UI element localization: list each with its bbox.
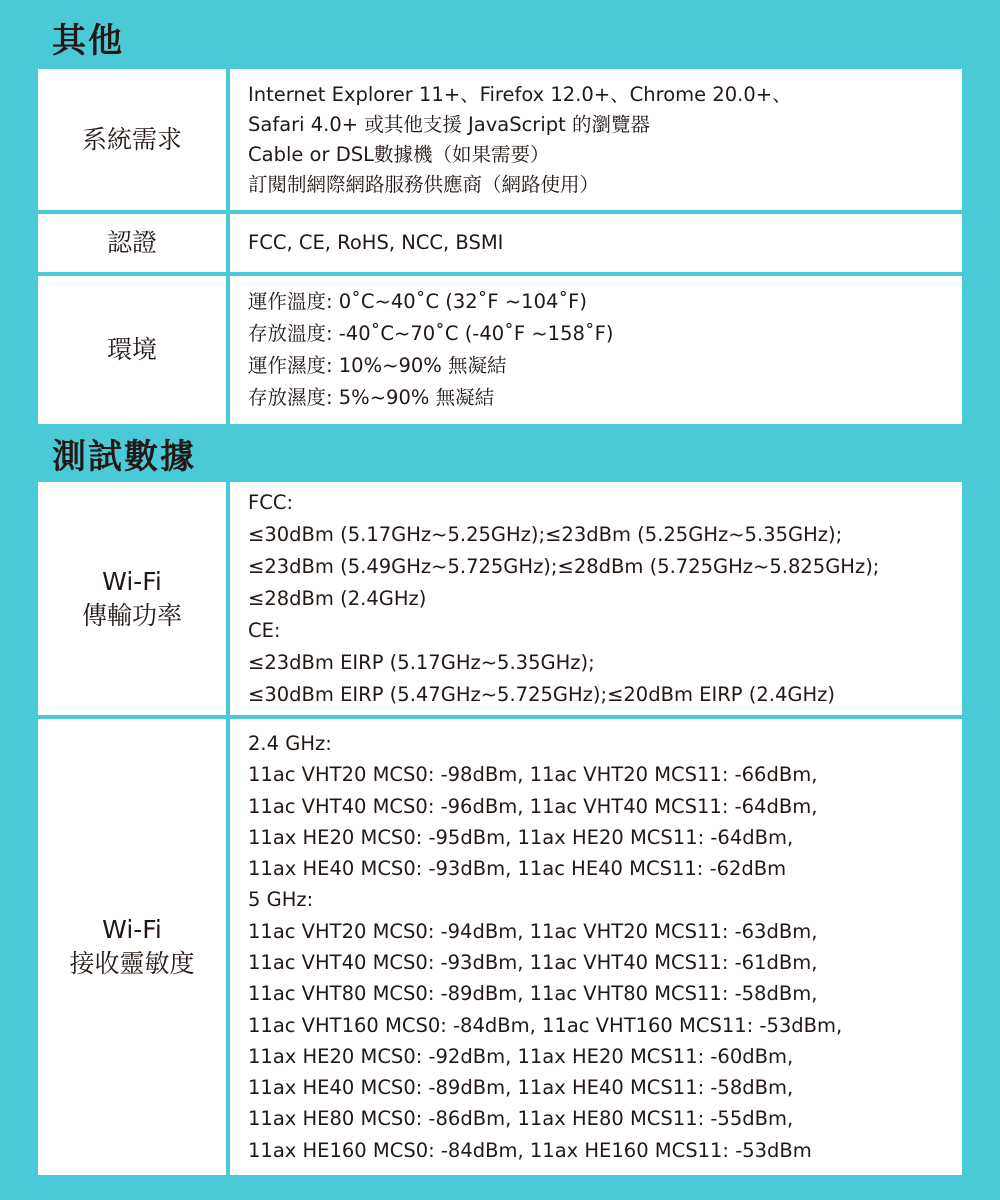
value-line: 運作濕度: 10%~90% 無凝結 bbox=[248, 354, 507, 377]
value-line: 2.4 GHz: bbox=[248, 731, 332, 755]
value-line: FCC, CE, RoHS, NCC, BSMI bbox=[248, 231, 504, 254]
value-line: ≤23dBm (5.49GHz~5.725GHz);≤28dBm (5.725GHz~5.825GHz); bbox=[248, 554, 880, 578]
value-line: 存放溫度: -40˚C~70˚C (-40˚F ~158˚F) bbox=[248, 322, 614, 345]
value-line: ≤23dBm EIRP (5.17GHz~5.35GHz); bbox=[248, 650, 595, 674]
value-line: FCC: bbox=[248, 490, 294, 514]
row-value bbox=[230, 719, 962, 1175]
value-line: ≤30dBm (5.17GHz~5.25GHz);≤23dBm (5.25GHz~5.35GHz); bbox=[248, 522, 843, 546]
row-label bbox=[38, 276, 226, 424]
row-value bbox=[230, 214, 962, 272]
row-value bbox=[230, 69, 962, 210]
row-label bbox=[38, 482, 226, 715]
value-line: Internet Explorer 11+、Firefox 12.0+、Chrome 20.0+、 bbox=[248, 82, 792, 106]
value-line: 11ax HE80 MCS0: -86dBm, 11ax HE80 MCS11: -55dBm, bbox=[248, 1107, 794, 1131]
table-row-environment bbox=[38, 276, 962, 424]
value-line: 11ac VHT80 MCS0: -89dBm, 11ac VHT80 MCS11: -58dBm, bbox=[248, 982, 818, 1006]
value-line: 11ax HE40 MCS0: -93dBm, 11ac HE40 MCS11: -62dBm bbox=[248, 857, 787, 881]
value-line: 11ax HE40 MCS0: -89dBm, 11ax HE40 MCS11: -58dBm, bbox=[248, 1076, 794, 1100]
value-line: 11ac VHT40 MCS0: -96dBm, 11ac VHT40 MCS11: -64dBm, bbox=[248, 794, 818, 818]
row-label bbox=[38, 719, 226, 1175]
value-line: 運作溫度: 0˚C~40˚C (32˚F ~104˚F) bbox=[248, 290, 587, 313]
value-line: ≤28dBm (2.4GHz) bbox=[248, 586, 427, 610]
row-label-text: Wi-Fi bbox=[102, 566, 162, 596]
row-label-text: 系統需求 bbox=[81, 124, 182, 154]
value-line: 存放濕度: 5%~90% 無凝結 bbox=[248, 386, 495, 409]
value-line: 11ax HE20 MCS0: -92dBm, 11ax HE20 MCS11: -60dBm, bbox=[248, 1044, 794, 1068]
spec-table-test-data bbox=[38, 482, 962, 1175]
row-label-text: 傳輸功率 bbox=[81, 600, 182, 630]
table-row-certification bbox=[38, 214, 962, 272]
value-line: 11ac VHT20 MCS0: -98dBm, 11ac VHT20 MCS11: -66dBm, bbox=[248, 763, 818, 787]
section-title-other: 其他 bbox=[52, 21, 124, 61]
value-line: 11ax HE160 MCS0: -84dBm, 11ax HE160 MCS11: -53dBm bbox=[248, 1138, 812, 1162]
row-label bbox=[38, 69, 226, 210]
row-label-text: 認證 bbox=[106, 228, 157, 257]
value-line: 5 GHz: bbox=[248, 888, 314, 912]
table-row-rx-sensitivity bbox=[38, 719, 962, 1175]
section-title-test-data: 測試數據 bbox=[52, 437, 196, 477]
value-line: 訂閱制網際網路服務供應商（網路使用） bbox=[248, 172, 600, 196]
spec-table-other bbox=[38, 69, 962, 424]
value-line: 11ax HE20 MCS0: -95dBm, 11ax HE20 MCS11: -64dBm, bbox=[248, 825, 794, 849]
value-line: Safari 4.0+ 或其他支援 JavaScript 的瀏覽器 bbox=[248, 112, 650, 136]
value-line: CE: bbox=[248, 618, 281, 642]
value-line: 11ac VHT160 MCS0: -84dBm, 11ac VHT160 MCS11: -53dBm, bbox=[248, 1013, 843, 1037]
value-line: 11ac VHT40 MCS0: -93dBm, 11ac VHT40 MCS11: -61dBm, bbox=[248, 951, 818, 974]
value-line: 11ac VHT20 MCS0: -94dBm, 11ac VHT20 MCS11: -63dBm, bbox=[248, 919, 818, 943]
row-label-text: Wi-Fi bbox=[102, 915, 162, 944]
table-row-tx-power bbox=[38, 482, 962, 715]
row-label-text: 接收靈敏度 bbox=[69, 949, 195, 978]
table-row-system-requirements bbox=[38, 69, 962, 210]
row-label-text: 環境 bbox=[106, 335, 157, 364]
row-value bbox=[230, 276, 962, 424]
row-value bbox=[230, 482, 962, 715]
row-label bbox=[38, 214, 226, 272]
value-line: Cable or DSL數據機（如果需要） bbox=[248, 142, 550, 166]
value-line: ≤30dBm EIRP (5.47GHz~5.725GHz);≤20dBm EIRP (2.4GHz) bbox=[248, 682, 835, 706]
